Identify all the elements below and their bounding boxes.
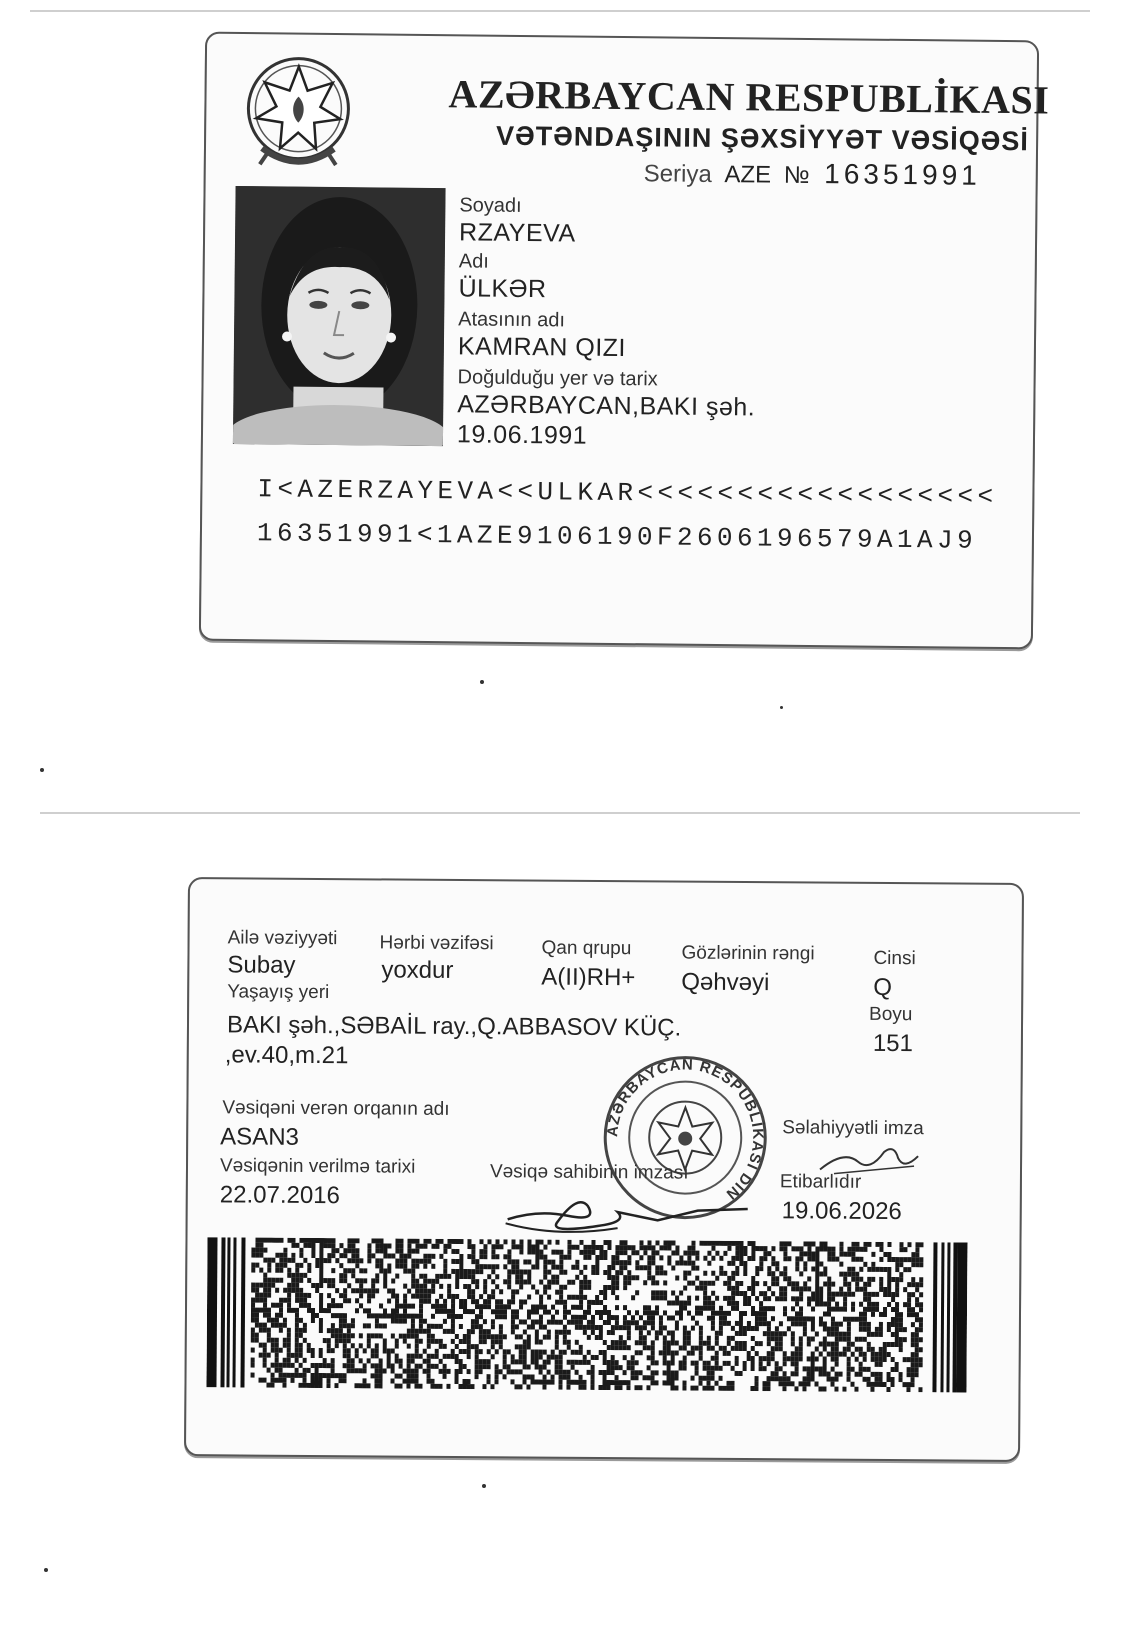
eye-color-value: Qəhvəyi	[681, 968, 770, 997]
height-label: Boyu	[869, 1003, 913, 1026]
mrz-line-2: 16351991<1AZE9106190F2606196579A1AJ9	[256, 518, 978, 556]
valid-until-label: Etibarlıdır	[779, 1171, 862, 1193]
issuer-label: Vəsiqəni verən orqanın adı	[222, 1097, 450, 1120]
birth-label: Doğulduğu yer və tarix	[457, 366, 658, 391]
address-label: Yaşayış yeri	[227, 981, 330, 1004]
scan-line-top	[30, 10, 1090, 12]
number-sign: №	[783, 161, 810, 189]
military-duty-value: yoxdur	[381, 956, 454, 984]
sex-value: Q	[873, 973, 893, 1002]
scan-speck	[780, 706, 783, 709]
marital-status-label: Ailə vəziyyəti	[227, 927, 338, 950]
address-line-1: BAKI şəh.,SƏBAİL ray.,Q.ABBASOV KÜÇ.	[226, 1011, 682, 1042]
surname-label: Soyadı	[459, 194, 522, 217]
id-card-back	[184, 877, 1024, 1462]
eye-color-label: Gözlərinin rəngi	[681, 942, 815, 965]
surname-value: RZAYEVA	[458, 218, 576, 248]
document-type-title: VƏTƏNDAŞININ ŞƏXSİYYƏT VƏSİQƏSİ	[495, 120, 1029, 157]
scan-speck	[480, 680, 484, 684]
holder-signature-label: Vəsiqə sahibinin imzası	[489, 1161, 689, 1184]
authorized-signature-label: Səlahiyyətli imza	[782, 1117, 924, 1140]
blood-group-value: A(II)RH+	[541, 963, 636, 992]
blood-group-label: Qan qrupu	[541, 937, 632, 960]
holder-photo	[233, 186, 446, 446]
mrz-line-1: I<AZERZAYEVA<<ULKAR<<<<<<<<<<<<<<<<<<	[257, 474, 998, 512]
issuer-value: ASAN3	[220, 1123, 300, 1151]
document-number: 16351991	[824, 158, 981, 191]
country-title: AZƏRBAYCAN RESPUBLİKASI	[448, 71, 1050, 123]
name-label: Adı	[458, 250, 489, 273]
scan-speck	[40, 768, 44, 772]
portrait-image	[233, 186, 446, 446]
seriya-label: Seriya	[643, 160, 712, 188]
issue-date-value: 22.07.2016	[219, 1181, 341, 1210]
marital-status-value: Subay	[227, 951, 296, 979]
id-card-front	[199, 32, 1050, 650]
pdf417-barcode	[206, 1237, 967, 1392]
scan-speck	[482, 1484, 486, 1488]
holder-signature-image	[497, 1181, 757, 1243]
valid-until-value: 19.06.2026	[781, 1197, 902, 1226]
name-value: ÜLKƏR	[458, 274, 547, 304]
patronymic-value: KAMRAN QIZI	[457, 332, 627, 363]
seriya-value: AZE	[724, 161, 772, 189]
scan-speck	[44, 1568, 48, 1572]
military-duty-label: Hərbi vəzifəsi	[379, 932, 494, 955]
scan-line-middle	[40, 812, 1080, 814]
serial-number-row	[644, 156, 981, 192]
sex-label: Cinsi	[873, 947, 916, 970]
seal-text: AZƏRBAYCAN RESPUBLİKASI DİN	[604, 1056, 767, 1204]
state-emblem-icon	[242, 52, 355, 173]
address-line-2: ,ev.40,m.21	[224, 1041, 349, 1070]
issue-date-label: Vəsiqənin verilmə tarixi	[219, 1155, 416, 1178]
patronymic-label: Atasının adı	[458, 308, 566, 332]
birth-place-value: AZƏRBAYCAN,BAKI şəh.	[457, 390, 756, 422]
height-value: 151	[872, 1029, 914, 1058]
birth-date-value: 19.06.1991	[456, 420, 588, 450]
